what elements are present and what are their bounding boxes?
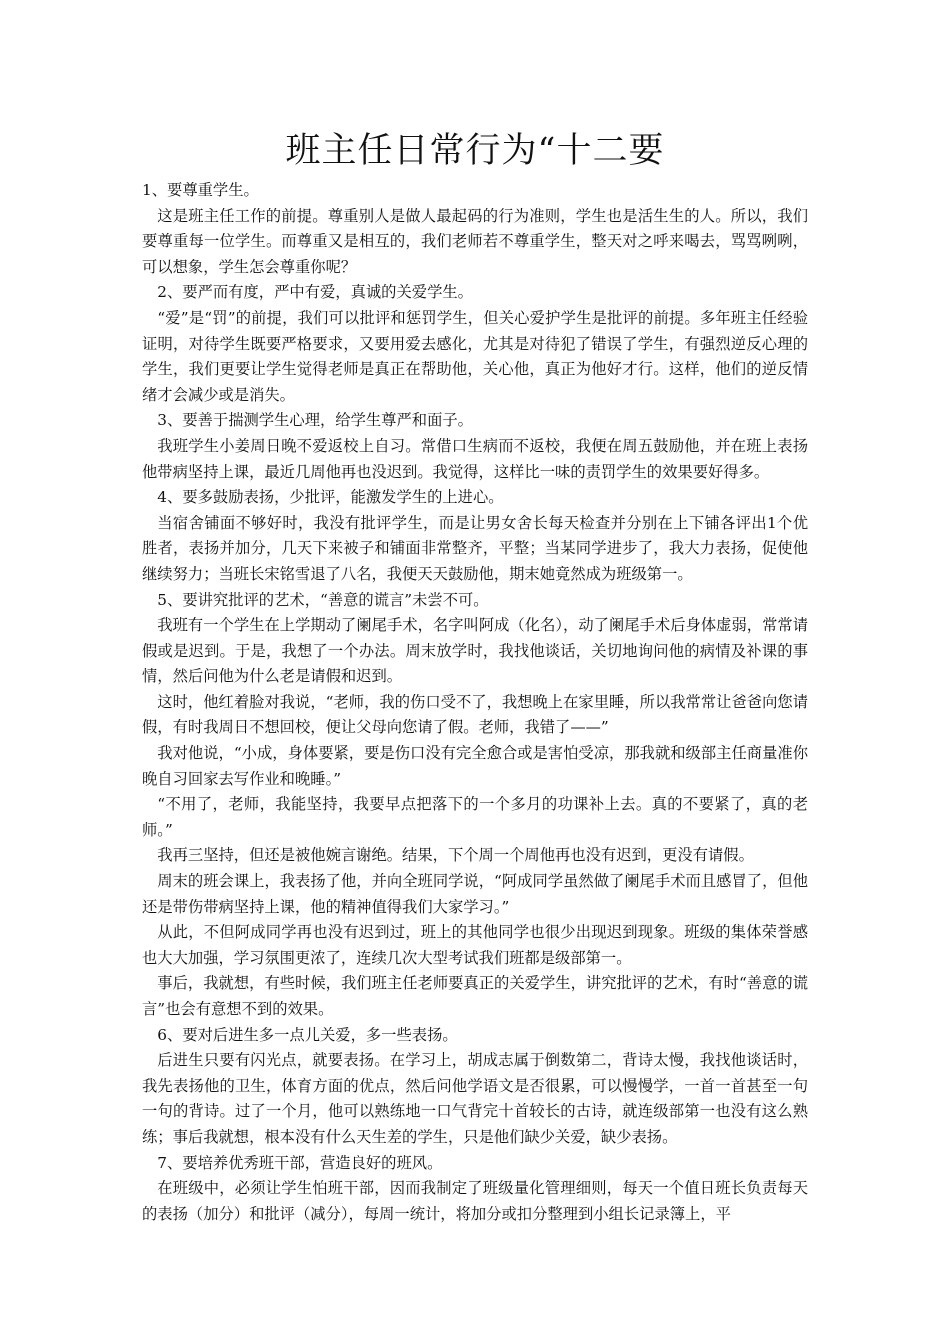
paragraph: 在班级中，必须让学生怕班干部，因而我制定了班级量化管理细则，每天一个值日班长负责每天的表扬（加分）和批评（减分），每周一统计，将加分或扣分整理到小组长记录簿上，平 — [142, 1179, 808, 1223]
paragraph: 我对他说，“小成，身体要紧，要是伤口没有完全愈合或是害怕受凉，那我就和级部主任商量准你晚自习回家去写作业和晚睡。” — [142, 744, 808, 788]
paragraph: 4、要多鼓励表扬，少批评，能激发学生的上进心。 — [157, 488, 504, 507]
paragraph: 周末的班会课上，我表扬了他，并向全班同学说，“阿成同学虽然做了阑尾手术而且感冒了，但他还是带伤带病坚持上课，他的精神值得我们大家学习。” — [142, 872, 808, 916]
paragraph: 5、要讲究批评的艺术，“善意的谎言”未尝不可。 — [157, 590, 489, 609]
paragraph: 我再三坚持，但还是被他婉言谢绝。结果，下个周一个周他再也没有迟到，更没有请假。 — [157, 846, 754, 865]
paragraph: 后进生只要有闪光点，就要表扬。在学习上，胡成志属于倒数第二，背诗太慢，我找他谈话时，我先表扬他的卫生，体育方面的优点，然后问他学语文是否很累，可以慢慢学，一首一首甚至一句一句的背诗。过了一个月，他可以熟练地一口气背完十首较长的古诗，就连级部第一也没有这么熟练；事后我就想，根本没有什么天生差的学生，只是他们缺少关爱，缺少表扬。 — [142, 1051, 808, 1146]
paragraph: 我班有一个学生在上学期动了阑尾手术，名字叫阿成（化名），动了阑尾手术后身体虚弱，常常请假或是迟到。于是，我想了一个办法。周末放学时，我找他谈话，关切地询问他的病情及补课的事情，然后问他为什么老是请假和迟到。 — [142, 616, 808, 686]
paragraph: 2、要严而有度，严中有爱，真诚的关爱学生。 — [157, 283, 473, 302]
paragraph: “不用了，老师，我能坚持，我要早点把落下的一个多月的功课补上去。真的不要紧了，真的老师。” — [142, 795, 808, 839]
paragraph: 事后，我就想，有些时候，我们班主任老师要真正的关爱学生，讲究批评的艺术，有时“善意的谎言”也会有意想不到的效果。 — [142, 974, 808, 1018]
paragraph: 1、要尊重学生。 — [142, 181, 259, 199]
paragraph: 我班学生小姜周日晚不爱返校上自习。常借口生病而不返校，我便在周五鼓励他，并在班上表扬他带病坚持上课，最近几周他再也没迟到。我觉得，这样比一味的责罚学生的效果要好得多。 — [142, 436, 808, 481]
paragraph: 这是班主任工作的前提。尊重别人是做人最起码的行为准则，学生也是活生生的人。所以，我们要尊重每一位学生。而尊重又是相互的，我们老师若不尊重学生，整天对之呼来喝去，骂骂咧咧，可以想象，学生怎会尊重你呢？ — [142, 206, 808, 276]
paragraph: 6、要对后进生多一点儿关爱，多一些表扬。 — [157, 1025, 458, 1044]
paragraph: 7、要培养优秀班干部，营造良好的班风。 — [157, 1153, 443, 1172]
paragraph: 当宿舍铺面不够好时，我没有批评学生，而是让男女舍长每天检查并分别在上下铺各评出1个优胜者，表扬并加分，几天下来被子和铺面非常整齐，平整；当某同学进步了，我大力表扬，促使他继续努力；当班长宋铭雪退了八名，我便天天鼓励他，期末她竟然成为班级第一。 — [142, 513, 808, 583]
paragraph: 3、要善于揣测学生心理，给学生尊严和面子。 — [157, 411, 473, 430]
paragraph: 这时，他红着脸对我说，“老师，我的伤口受不了，我想晚上在家里睡，所以我常常让爸爸向您请假，有时我周日不想回校，便让父母向您请了假。老师，我错了——” — [142, 692, 808, 737]
document-title: 班主任日常行为“十二要 — [285, 131, 665, 171]
paragraph: “爱”是“罚”的前提，我们可以批评和惩罚学生，但关心爱护学生是批评的前提。多年班主任经验证明，对待学生既要严格要求，又要用爱去感化，尤其是对待犯了错误了学生，有强烈逆反心理的学生，我们更要让学生觉得老师是真正在帮助他，关心他，真正为他好才行。这样，他们的逆反情绪才会减少或是消失。 — [142, 308, 808, 404]
paragraph: 从此，不但阿成同学再也没有迟到过，班上的其他同学也很少出现迟到现象。班级的集体荣誉感也大大加强，学习氛围更浓了，连续几次大型考试我们班都是级部第一。 — [142, 923, 808, 967]
document-body — [142, 178, 808, 1227]
